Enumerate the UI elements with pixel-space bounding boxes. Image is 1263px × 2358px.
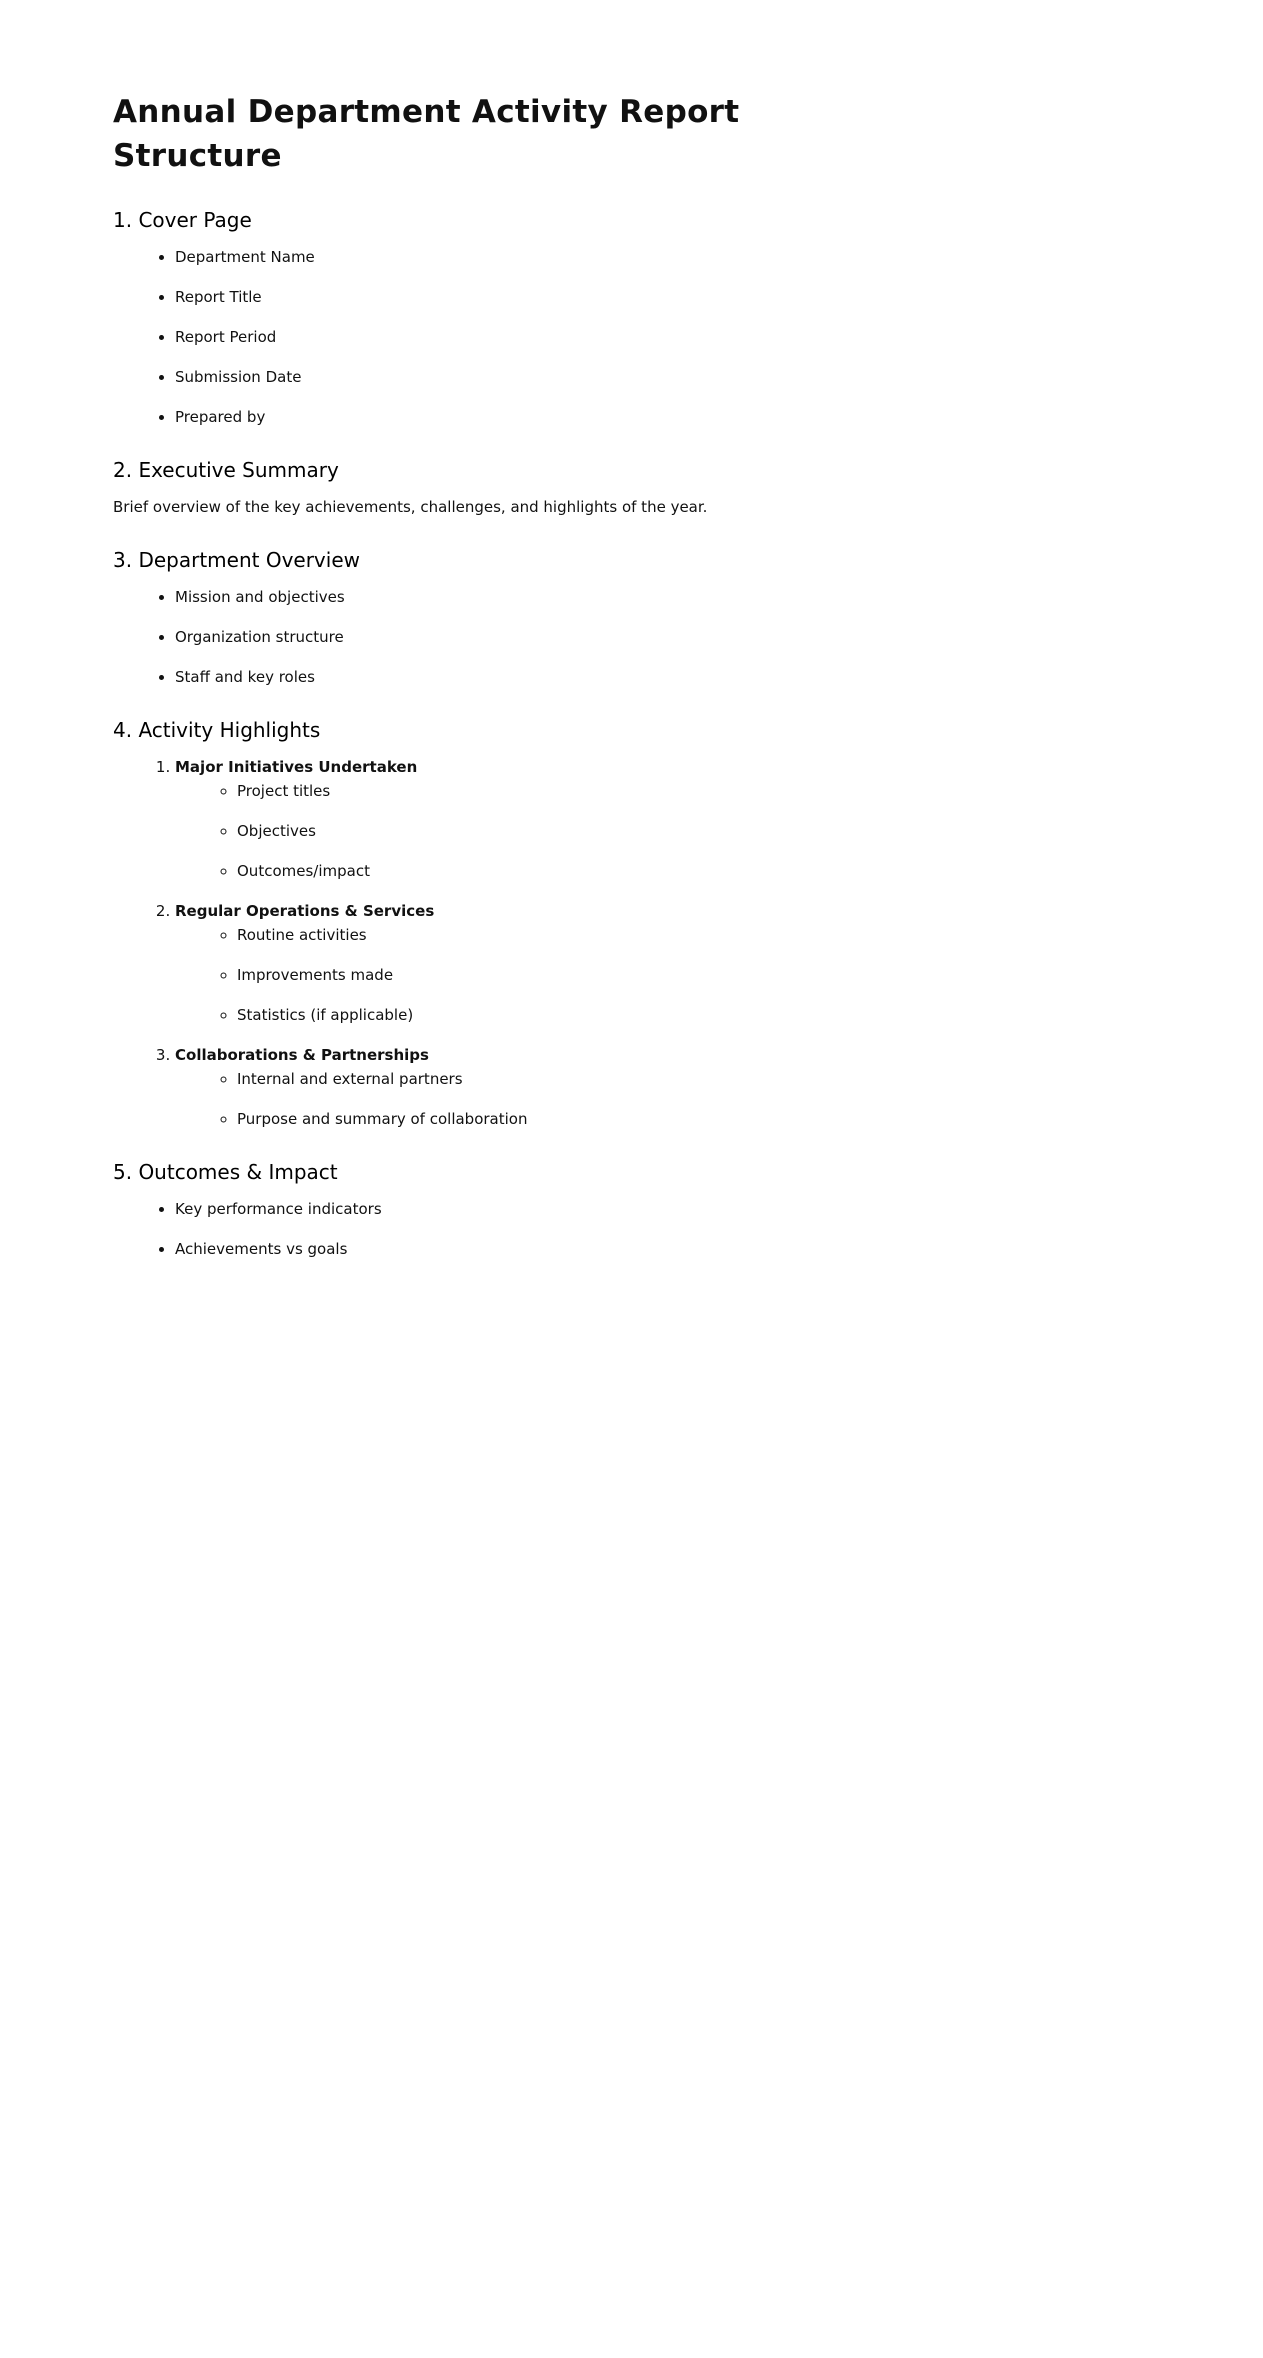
activity-group bbox=[175, 900, 833, 1026]
list-item: • Organization structure bbox=[175, 626, 833, 648]
outcomes-list bbox=[113, 1198, 833, 1260]
section-heading: 5. Outcomes & Impact bbox=[113, 1160, 338, 1184]
activity-list bbox=[113, 756, 833, 1130]
section-heading: 3. Department Overview bbox=[113, 548, 360, 572]
list-item: • Report Title bbox=[175, 286, 833, 308]
list-item: • Staff and key roles bbox=[175, 666, 833, 688]
document-content bbox=[113, 90, 833, 1288]
section-department-overview bbox=[113, 546, 833, 688]
overview-list bbox=[113, 586, 833, 688]
list-item: ◦ Routine activities bbox=[237, 924, 833, 946]
section-cover-page bbox=[113, 206, 833, 428]
activity-group-title: Regular Operations & Services bbox=[175, 902, 435, 920]
list-item: ◦ Project titles bbox=[237, 780, 833, 802]
activity-group bbox=[175, 1044, 833, 1130]
list-item: • Department Name bbox=[175, 246, 833, 268]
activity-sublist bbox=[175, 780, 833, 882]
section-outcomes-impact bbox=[113, 1158, 833, 1260]
summary-text: Brief overview of the key achievements, challenges, and highlights of the year. bbox=[113, 498, 708, 516]
section-heading: 2. Executive Summary bbox=[113, 458, 339, 482]
activity-group-title: Major Initiatives Undertaken bbox=[175, 758, 418, 776]
list-item: • Prepared by bbox=[175, 406, 833, 428]
list-item: ◦ Improvements made bbox=[237, 964, 833, 986]
activity-sublist bbox=[175, 924, 833, 1026]
list-item: ◦ Outcomes/impact bbox=[237, 860, 833, 882]
list-item: ◦ Objectives bbox=[237, 820, 833, 842]
list-item: • Report Period bbox=[175, 326, 833, 348]
page-title: Annual Department Activity Report Structure bbox=[113, 94, 740, 174]
list-item: ◦ Internal and external partners bbox=[237, 1068, 833, 1090]
activity-group bbox=[175, 756, 833, 882]
section-activity-highlights bbox=[113, 716, 833, 1130]
list-item: ◦ Purpose and summary of collaboration bbox=[237, 1108, 833, 1130]
list-item: • Mission and objectives bbox=[175, 586, 833, 608]
section-heading: 4. Activity Highlights bbox=[113, 718, 321, 742]
section-heading: 1. Cover Page bbox=[113, 208, 252, 232]
cover-page-list bbox=[113, 246, 833, 428]
list-item: • Achievements vs goals bbox=[175, 1238, 833, 1260]
list-item: • Submission Date bbox=[175, 366, 833, 388]
section-executive-summary bbox=[113, 456, 833, 518]
list-item: ◦ Statistics (if applicable) bbox=[237, 1004, 833, 1026]
list-item: • Key performance indicators bbox=[175, 1198, 833, 1220]
activity-sublist bbox=[175, 1068, 833, 1130]
activity-group-title: Collaborations & Partnerships bbox=[175, 1046, 429, 1064]
